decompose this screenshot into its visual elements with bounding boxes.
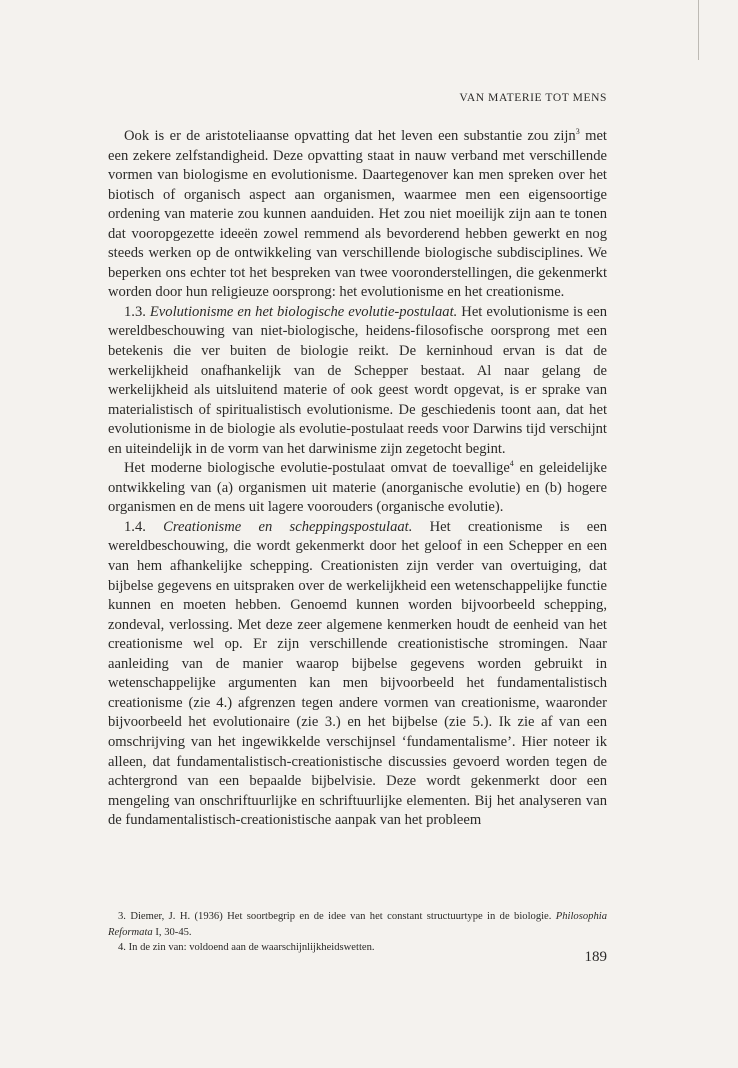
- page-number: 189: [584, 949, 607, 965]
- section-title-1-4: Creationisme en scheppingspostulaat.: [163, 518, 413, 535]
- paragraph-2: [108, 303, 607, 459]
- paragraph-1-text-a: Ook is er de aristoteliaanse opvatting dat het leven een substantie zou zijn: [124, 128, 576, 144]
- footnotes: [108, 909, 607, 956]
- footnote-ref-4: 4: [509, 459, 514, 469]
- paragraph-1-text-b: met een zekere zelfstandigheid. Deze opvatting staat in nauw verband met verschillende vormen van biologisme en evolutionisme. Daartegenover kan men spreken over het biotisch of organisch aspect aan organismen, waarmee men een eigensoortige ordening van materie zou kunnen aanduiden. Het zou niet moeilijk zijn aan te tonen dat vooropgezette ideeën zowel remmend als bevorderend hebben gewerkt en nog steeds werken op de ontwikkeling van verschillende biologische subdisciplines. We beperken ons echter tot het bespreken van twee vooronderstellingen, die gekenmerkt worden door hun religieuze oorsprong: het evolutionisme en het creationisme.: [108, 128, 607, 301]
- footnote-3-journal: Philosophia Reformata: [108, 911, 607, 938]
- footnote-3-text-b: I, 30-45.: [152, 926, 192, 938]
- running-head: VAN MATERIE TOT MENS: [459, 92, 607, 104]
- paragraph-4-text: Het creationisme is een wereldbeschouwing, die wordt gekenmerkt door het geloof in een Schepper en een van hem afhankelijke schepping. Creationisten zijn verder van overtuiging, dat bijbelse gegevens en uitspraken over de werkelijkheid een wetenschappelijke functie kunnen en moeten hebben. Genoemd kunnen worden bijvoorbeeld schepping, zondeval, verlossing. Met deze zeer algemene kenmerken houdt de eenheid van het creationisme wel op. Er zijn verschillende creationistische stromingen. Naar aanleiding van de manier waarop bijbelse gegevens worden gebruikt in wetenschappelijke argumenten kan men bijvoorbeeld het fundamentalistisch creationisme (zie 4.) afgrenzen tegen andere vormen van creationisme, waaronder bijvoorbeeld het evolutionaire (zie 3.) en het bijbelse (zie 5.). Ik zie af van een omschrijving van het ingewikkelde verschijnsel ‘fundamentalisme’. Hier noteer ik alleen, dat fundamentalistisch-creationistische discussies gevoerd worden tegen de achtergrond van een bepaalde bijbelvisie. Deze wordt gekenmerkt door een mengeling van onschriftuurlijke en schriftuurlijke elementen. Bij het analyseren van de fundamentalistisch-creationistische aanpak van het probleem: [108, 518, 608, 829]
- paragraph-3-text-b: en geleidelijke ontwikkeling van (a) organismen uit materie (anorganische evolutie) en (b) hogere organismen en de mens uit lagere voorouders (organische evolutie).: [108, 460, 607, 516]
- paragraph-4: [108, 518, 607, 831]
- section-number-1-4: 1.4.: [124, 518, 164, 535]
- footnote-4: [108, 940, 607, 956]
- paragraph-3: [108, 459, 607, 518]
- paragraph-1: [108, 127, 607, 303]
- page-edge-line: [698, 0, 699, 60]
- footnote-3-text-a: Diemer, J. H. (1936) Het soortbegrip en de idee van het constant structuurtype in de biologie.: [125, 911, 556, 922]
- footnote-3: [108, 909, 607, 940]
- section-number-1-3: 1.3.: [124, 303, 150, 320]
- paragraph-2-text: Het evolutionisme is een wereldbeschouwing van niet-biologische, heidens-filosofische oorsprong met een betekenis die ver buiten de biologie reikt. De kerninhoud ervan is dat de werkelijkheid onafhankelijk van de Schepper bestaat. Al naar gelang de werkelijkheid als uitsluitend materie of ook geest wordt opgevat, is er sprake van materialistisch of spiritualistisch evolutionisme. De geschiedenis toont aan, dat het evolutionisme in de biologie als evolutie-postulaat reeds voor Darwins tijd verschijnt en uiteindelijk in de vorm van het darwinisme zijn zegetocht begint.: [108, 303, 608, 457]
- footnote-4-text: In de zin van: voldoend aan de waarschijnlijkheidswetten.: [125, 942, 375, 954]
- footnote-3-number: 3.: [118, 911, 126, 922]
- section-title-1-3: Evolutionisme en het biologische evolutie-postulaat.: [149, 303, 458, 320]
- paragraph-3-text-a: Het moderne biologische evolutie-postulaat omvat de toevallige: [124, 460, 510, 477]
- footnote-ref-3: 3: [575, 127, 580, 136]
- body-text: [108, 127, 607, 831]
- footnote-4-number: 4.: [118, 942, 126, 954]
